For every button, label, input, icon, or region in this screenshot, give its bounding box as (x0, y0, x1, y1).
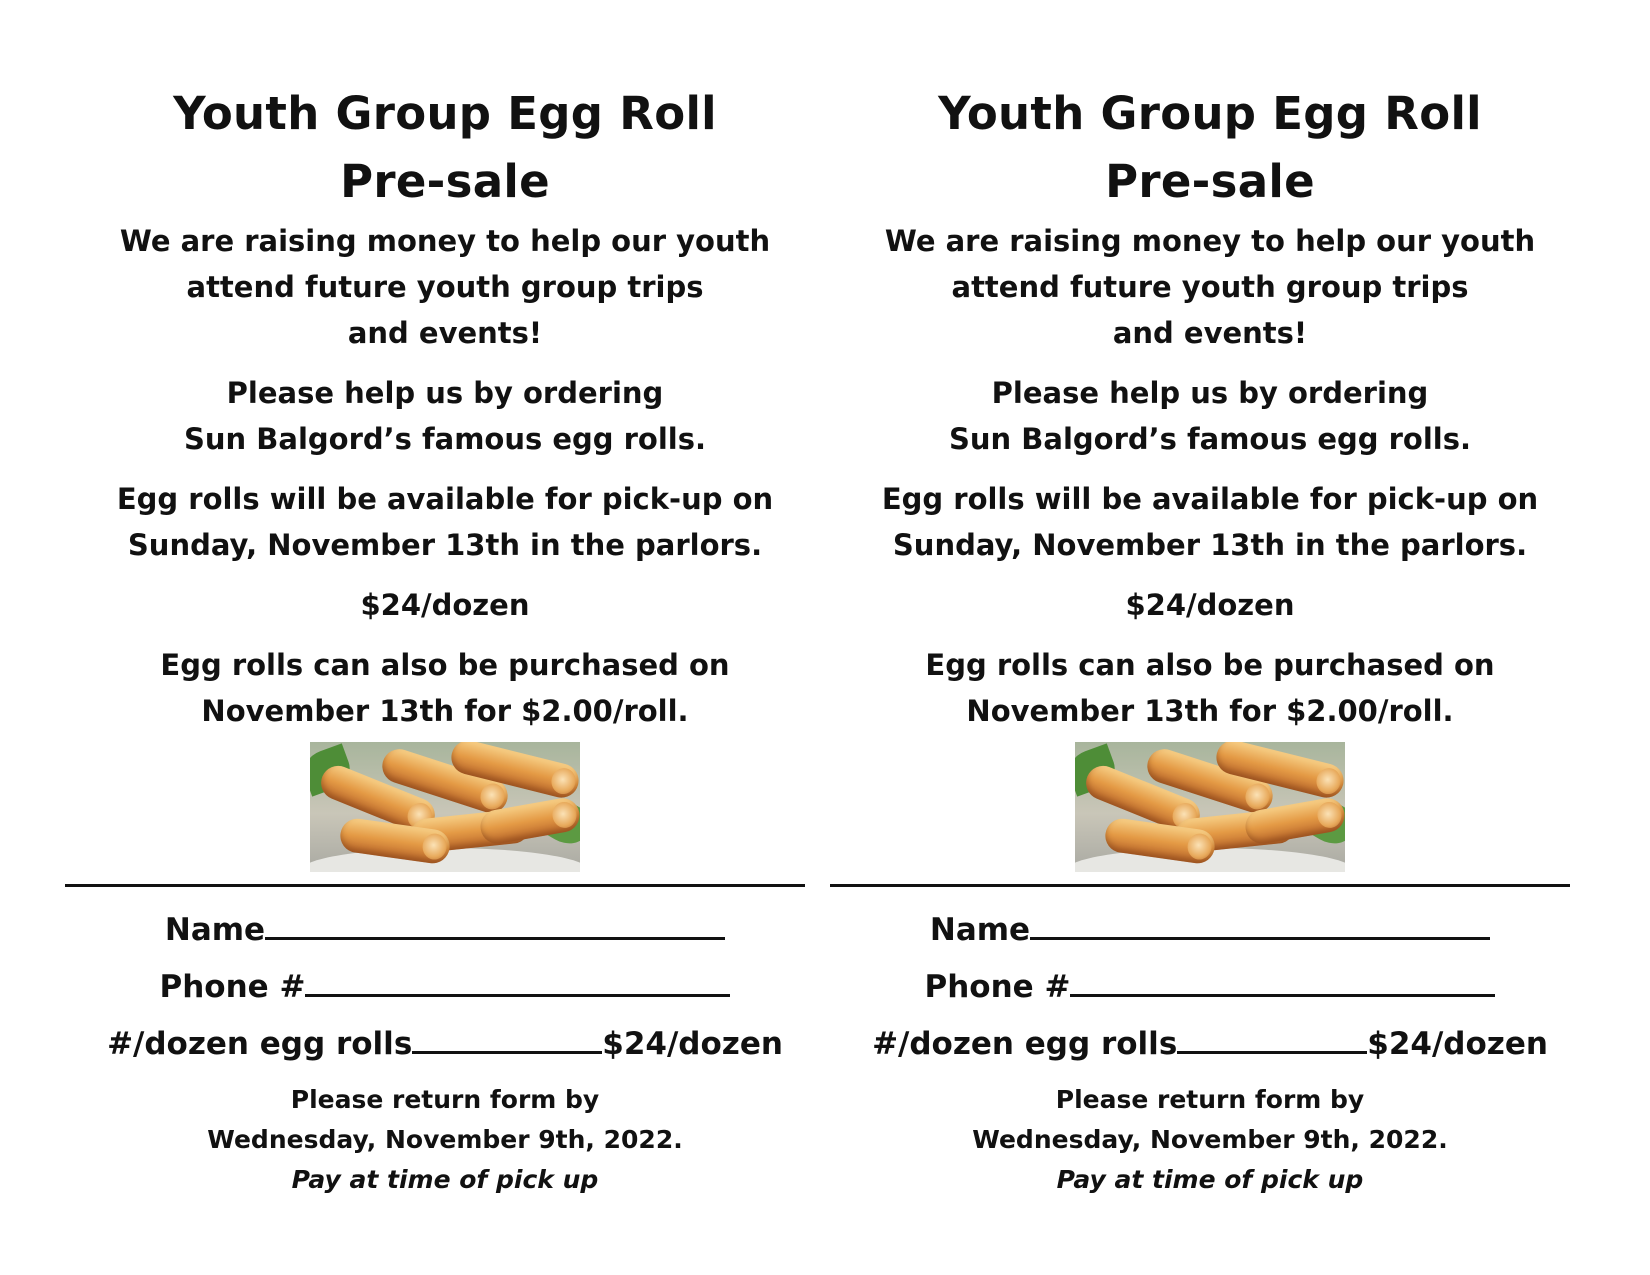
name-field[interactable] (830, 909, 1590, 950)
intro-paragraph (65, 218, 825, 356)
help-line: Please help us by ordering (991, 376, 1429, 410)
title-line-2: Pre-sale (340, 155, 550, 208)
return-line-1: Please return form by (290, 1085, 600, 1114)
dozen-blank[interactable] (1177, 1023, 1367, 1054)
flyer-title (65, 80, 825, 216)
return-line-2: Wednesday, November 9th, 2022. (207, 1125, 683, 1154)
also-line: Egg rolls can also be purchased on (160, 648, 730, 682)
return-line-2: Wednesday, November 9th, 2022. (972, 1125, 1448, 1154)
phone-blank[interactable] (1070, 966, 1495, 997)
price-text: $24/dozen (1125, 588, 1295, 622)
intro-line: We are raising money to help our youth (119, 224, 771, 258)
phone-field[interactable] (65, 966, 825, 1007)
phone-blank[interactable] (305, 966, 730, 997)
pickup-paragraph (830, 476, 1590, 568)
name-field[interactable] (65, 909, 825, 950)
intro-paragraph (830, 218, 1590, 356)
pickup-line: Egg rolls will be available for pick-up on (881, 482, 1539, 516)
also-paragraph (830, 642, 1590, 734)
title-line-1: Youth Group Egg Roll (173, 87, 717, 140)
cut-line-divider (830, 884, 1570, 887)
help-line: Sun Balgord’s famous egg rolls. (949, 422, 1471, 456)
intro-line: attend future youth group trips (186, 270, 704, 304)
name-label: Name (164, 912, 266, 948)
help-line: Sun Balgord’s famous egg rolls. (184, 422, 706, 456)
also-line: November 13th for $2.00/roll. (201, 694, 689, 728)
dozen-field[interactable] (830, 1023, 1590, 1064)
phone-label: Phone # (159, 969, 306, 1005)
also-line: Egg rolls can also be purchased on (925, 648, 1495, 682)
dozen-label: #/dozen egg rolls (872, 1026, 1178, 1062)
pickup-line: Egg rolls will be available for pick-up on (116, 482, 774, 516)
pay-note: Pay at time of pick up (291, 1165, 599, 1194)
phone-label: Phone # (924, 969, 1071, 1005)
dozen-field[interactable] (65, 1023, 825, 1064)
title-line-1: Youth Group Egg Roll (938, 87, 1482, 140)
dozen-label: #/dozen egg rolls (107, 1026, 413, 1062)
help-line: Please help us by ordering (226, 376, 664, 410)
intro-line: We are raising money to help our youth (884, 224, 1536, 258)
return-line-1: Please return form by (1055, 1085, 1365, 1114)
intro-line: attend future youth group trips (951, 270, 1469, 304)
flyer-left (65, 70, 825, 1220)
pickup-line: Sunday, November 13th in the parlors. (892, 528, 1528, 562)
price-text: $24/dozen (360, 588, 530, 622)
also-paragraph (65, 642, 825, 734)
flyer-title (830, 80, 1590, 216)
intro-line: and events! (1112, 316, 1308, 350)
also-line: November 13th for $2.00/roll. (966, 694, 1454, 728)
phone-field[interactable] (830, 966, 1590, 1007)
dozen-price: $24/dozen (602, 1026, 783, 1062)
flyer-right (830, 70, 1590, 1220)
name-blank[interactable] (265, 909, 725, 940)
pickup-paragraph (65, 476, 825, 568)
pickup-line: Sunday, November 13th in the parlors. (127, 528, 763, 562)
name-label: Name (929, 912, 1031, 948)
egg-rolls-photo (1075, 742, 1345, 872)
dozen-blank[interactable] (412, 1023, 602, 1054)
intro-line: and events! (347, 316, 543, 350)
dozen-price: $24/dozen (1367, 1026, 1548, 1062)
help-paragraph (830, 370, 1590, 462)
title-line-2: Pre-sale (1105, 155, 1315, 208)
help-paragraph (65, 370, 825, 462)
pay-note: Pay at time of pick up (1056, 1165, 1364, 1194)
name-blank[interactable] (1030, 909, 1490, 940)
cut-line-divider (65, 884, 805, 887)
egg-rolls-photo (310, 742, 580, 872)
